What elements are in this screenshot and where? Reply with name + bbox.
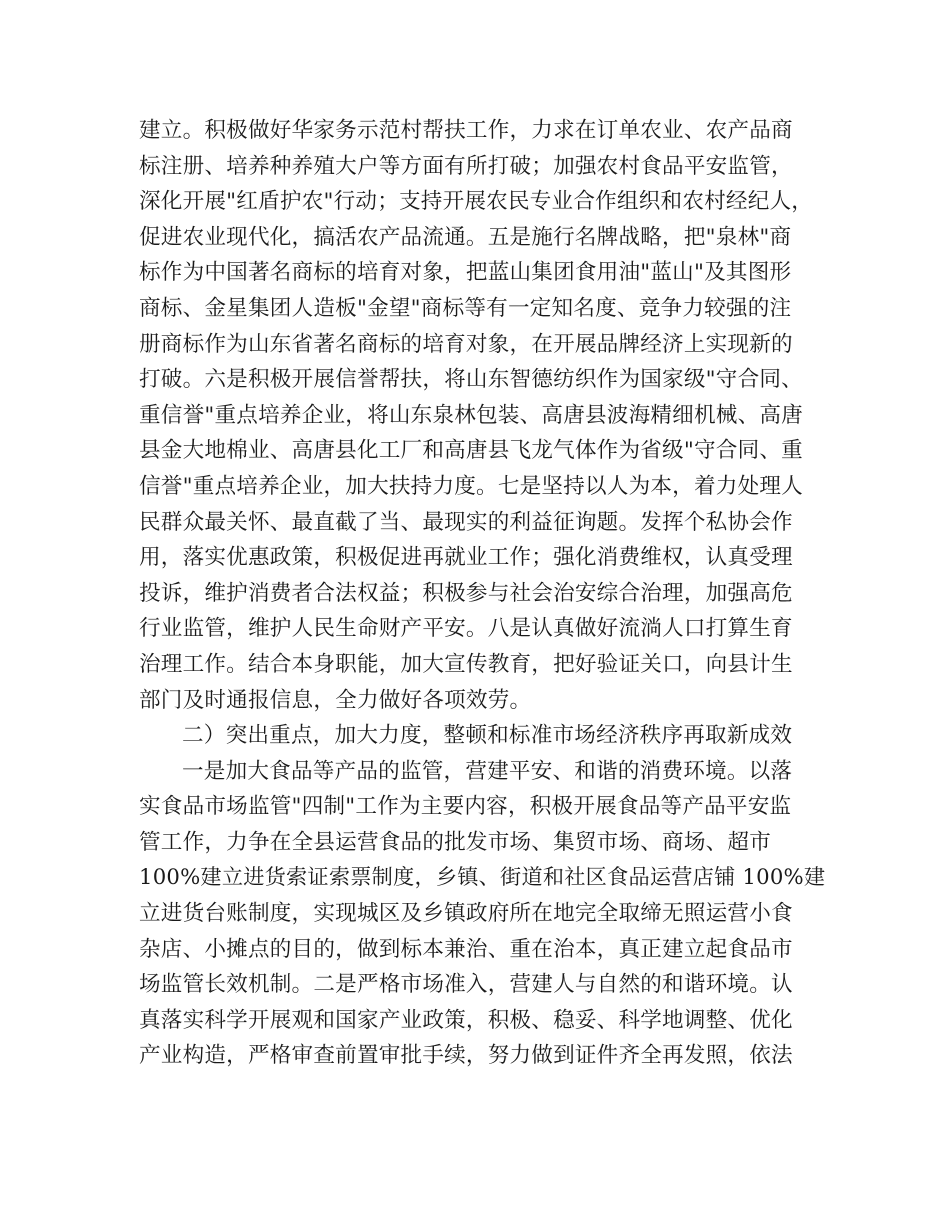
text-line: 标注册、培养种养殖大户等方面有所打破；加强农村食品平安监管， [139,153,793,179]
text-line: 100%建立进货索证索票制度，乡镇、街道和社区食品运营店铺 100%建 [139,865,826,891]
text-line: 行业监管，维护人民生命财产平安。八是认真做好流淌人口打算生育 [139,616,793,642]
text-line: 场监管长效机制。二是严格市场准入，营建人与自然的和谐环境。认 [139,972,793,998]
text-line: 二）突出重点，加大力度，整顿和标准市场经济秩序再取新成效 [182,723,793,749]
text-line: 一是加大食品等产品的监管，营建平安、和谐的消费环境。以落 [182,758,793,784]
text-line: 建立。积极做好华家务示范村帮扶工作，力求在订单农业、农产品商 [139,118,793,143]
text-line: 管工作，力争在全县运营食品的批发市场、集贸市场、商场、超市 [139,829,772,855]
text-line: 深化开展"红盾护农"行动；支持开展农民专业合作组织和农村经纪人， [139,189,814,215]
text-line: 用，落实优惠政策，积极促进再就业工作；强化消费维权，认真受理 [139,545,793,571]
text-line: 部门及时通报信息，全力做好各项效劳。 [139,687,532,713]
body-text [139,113,829,1074]
text-line: 促进农业现代化，搞活农产品流通。五是施行名牌战略，把"泉林"商 [139,224,792,250]
text-line: 标作为中国著名商标的培育对象，把蓝山集团食用油"蓝山"及其图形 [139,260,792,286]
text-line: 打破。六是积极开展信誉帮扶，将山东智德纺织作为国家级"守合同、 [139,367,803,393]
text-line: 立进货台账制度，实现城区及乡镇政府所在地完全取缔无照运营小食 [139,901,793,927]
text-line: 民群众最关怀、最直截了当、最现实的利益征询题。发挥个私协会作 [139,509,793,535]
text-line: 治理工作。结合本身职能，加大宣传教育，把好验证关口，向县计生 [139,651,793,677]
text-line: 信誉"重点培养企业，加大扶持力度。七是坚持以人为本，着力处理人 [139,473,803,499]
text-line: 杂店、小摊点的目的，做到标本兼治、重在治本，真正建立起食品市 [139,936,793,962]
text-line: 投诉，维护消费者合法权益；积极参与社会治安综合治理，加强高危 [139,580,793,606]
text-line: 产业构造，严格审查前置审批手续，努力做到证件齐全再发照，依法 [139,1043,793,1069]
text-line: 实食品市场监管"四制"工作为主要内容，积极开展食品等产品平安监 [139,794,792,820]
text-line: 县金大地棉业、高唐县化工厂和高唐县飞龙气体作为省级"守合同、重 [139,438,803,464]
text-line: 册商标作为山东省著名商标的培育对象，在开展品牌经济上实现新的 [139,331,793,357]
text-line: 商标、金星集团人造板"金望"商标等有一定知名度、竞争力较强的注 [139,295,792,321]
text-line: 真落实科学开展观和国家产业政策，积极、稳妥、科学地调整、优化 [139,1007,793,1033]
text-line: 重信誉"重点培养企业，将山东泉林包装、高唐县波海精细机械、高唐 [139,402,803,428]
